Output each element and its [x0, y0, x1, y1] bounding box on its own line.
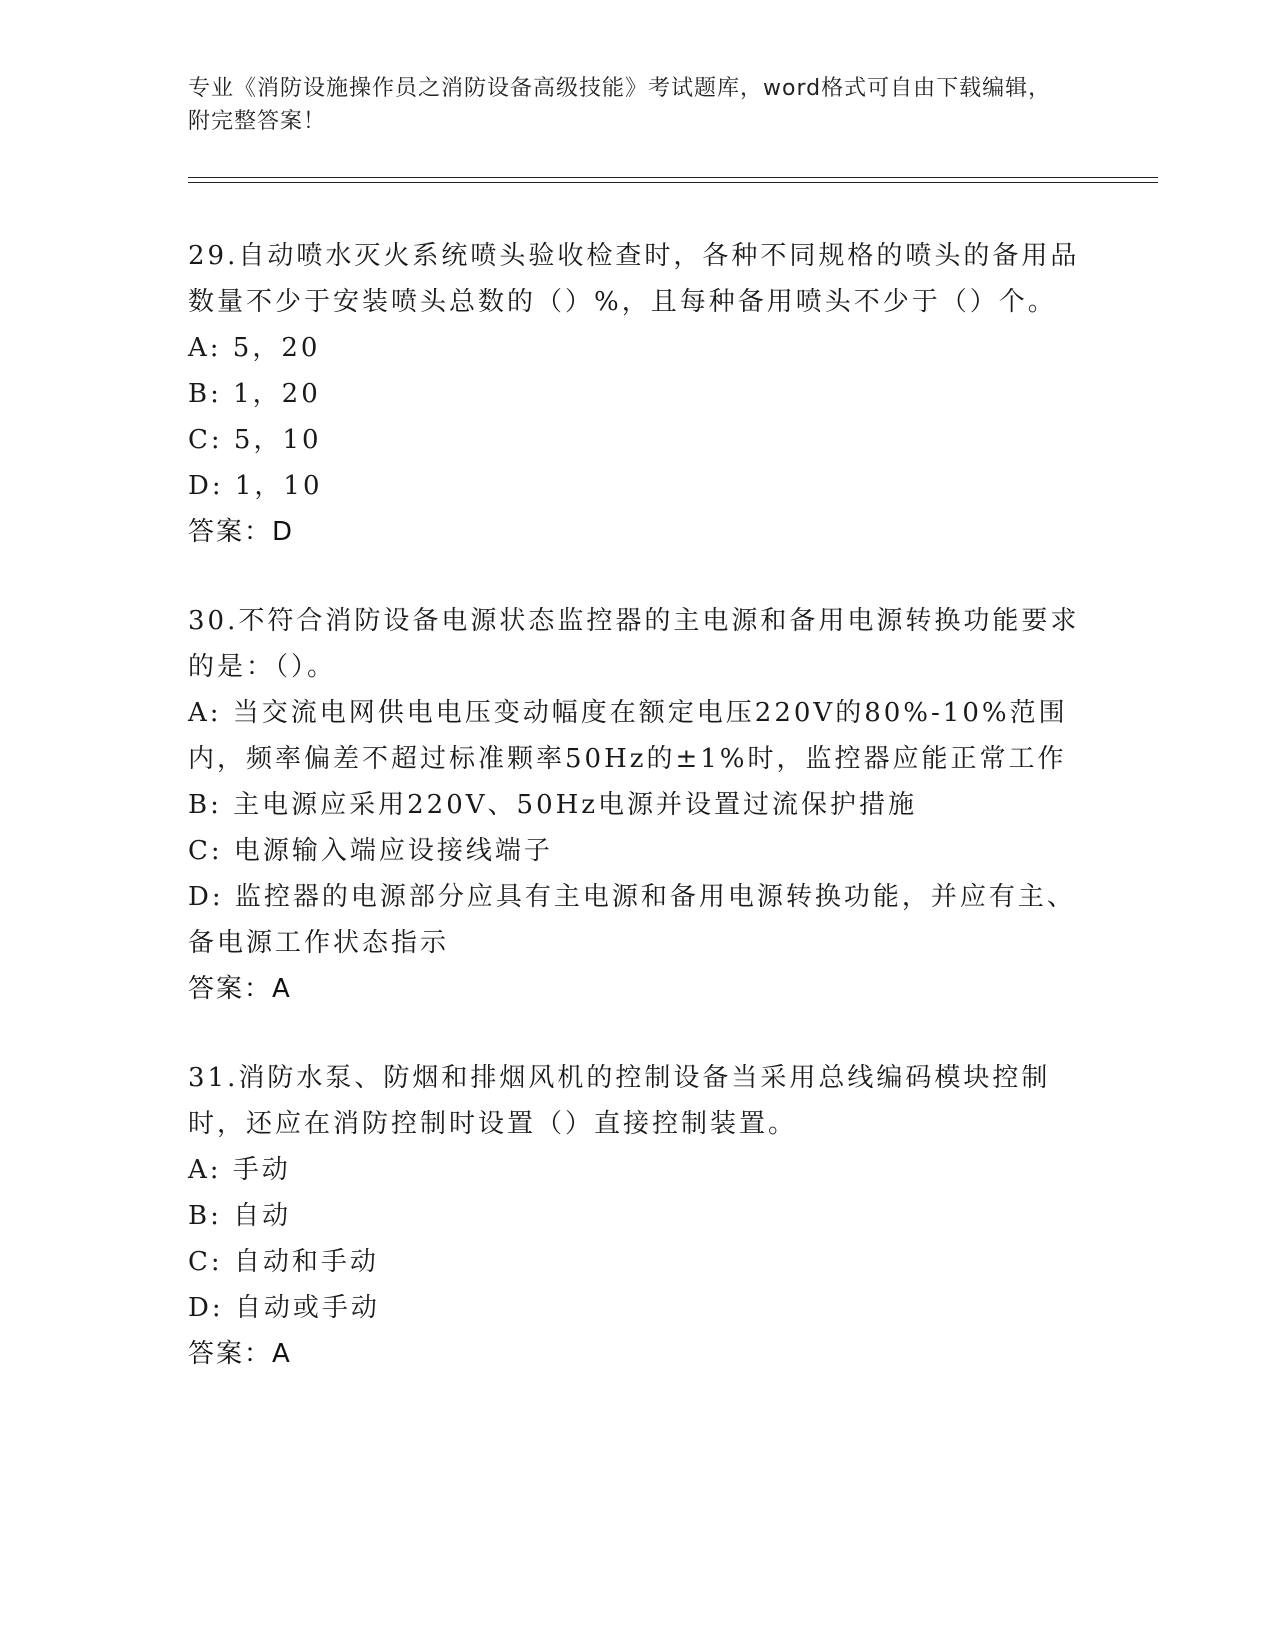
option-c: C: 5，10: [188, 425, 322, 455]
question-text: 29.自动喷水灭火系统喷头验收检查时，各种不同规格的喷头的备用品数量不少于安装喷头总数的（）%，且每种备用喷头不少于（）个。: [188, 241, 1080, 317]
option-a: A: 手动: [188, 1155, 291, 1185]
question-29: [188, 233, 1088, 555]
question-30: [188, 598, 1088, 1012]
option-b: B: 自动: [188, 1201, 292, 1231]
answer: 答案：A: [188, 974, 292, 1004]
option-a: A: 当交流电网供电电压变动幅度在额定电压220V的80%-10%范围内，频率偏差不超过标准颗率50Hz的±1%时，监控器应能正常工作: [188, 698, 1068, 774]
question-31: [188, 1055, 1088, 1377]
option-d: D: 自动或手动: [188, 1293, 380, 1323]
header-divider-bottom: [188, 182, 1158, 183]
option-b: B: 1，20: [188, 379, 321, 409]
option-d: D: 监控器的电源部分应具有主电源和备用电源转换功能，并应有主、备电源工作状态指示: [188, 882, 1076, 958]
option-d: D: 1，10: [188, 471, 323, 501]
answer: 答案：D: [188, 517, 295, 547]
option-c: C: 自动和手动: [188, 1247, 379, 1277]
question-text: 31.消防水泵、防烟和排烟风机的控制设备当采用总线编码模块控制时，还应在消防控制时设置（）直接控制装置。: [188, 1063, 1051, 1139]
option-a: A: 5，20: [188, 333, 321, 363]
question-text: 30.不符合消防设备电源状态监控器的主电源和备用电源转换功能要求的是：（）。: [188, 606, 1080, 682]
document-header: 专业《消防设施操作员之消防设备高级技能》考试题库，word格式可自由下载编辑，附完整答案！: [188, 76, 1052, 134]
option-b: B: 主电源应采用220V、50Hz电源并设置过流保护措施: [188, 790, 917, 820]
option-c: C: 电源输入端应设接线端子: [188, 836, 553, 866]
header-divider-top: [188, 177, 1158, 178]
answer: 答案：A: [188, 1339, 292, 1369]
